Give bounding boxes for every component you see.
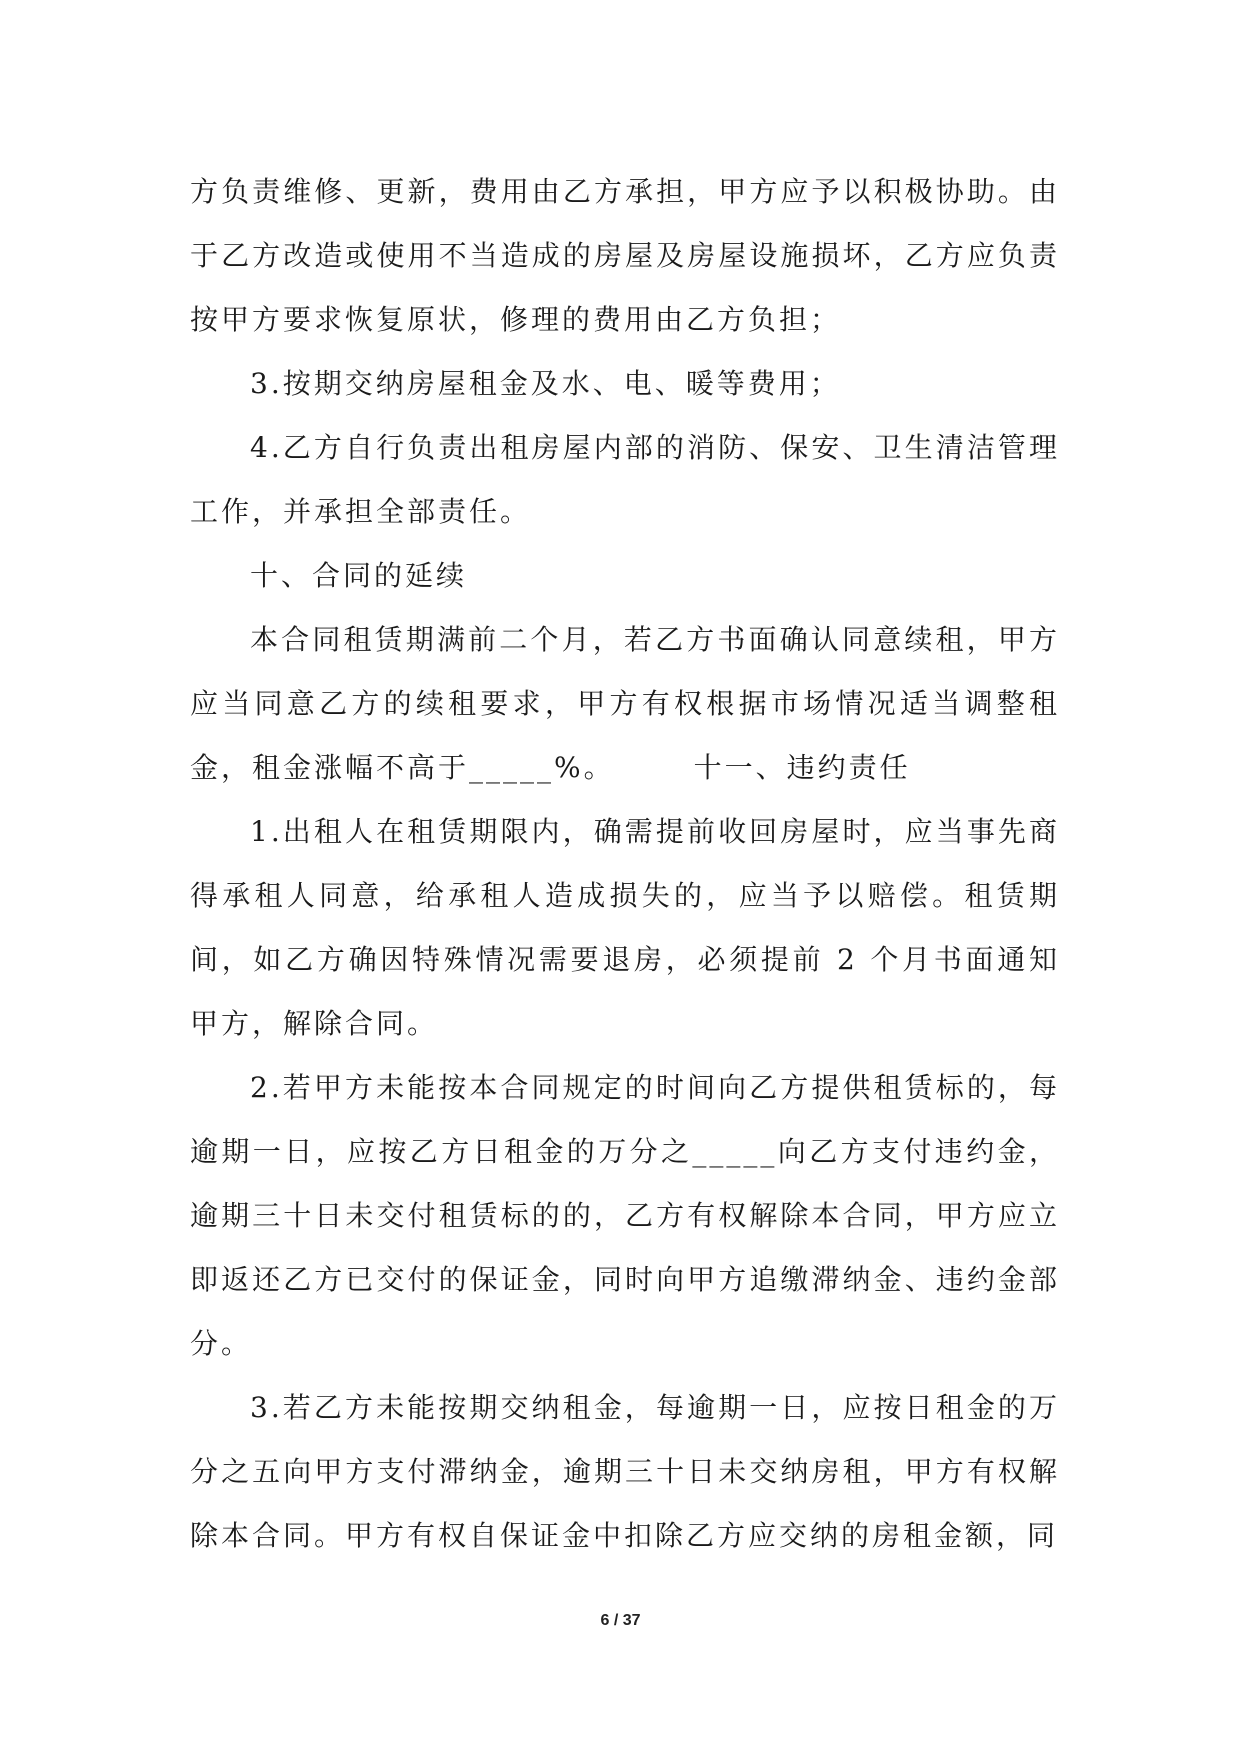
page-number: 6 / 37: [600, 1612, 641, 1629]
paragraph-breach-item-1: 1.出租人在租赁期限内，确需提前收回房屋时，应当事先商得承租人同意，给承租人造成损失的，应当予以赔偿。租赁期间，如乙方确因特殊情况需要退房，必须提前 2 个月书面通知甲方，解除合同。: [190, 815, 1060, 1040]
paragraph-repair-clause: 方负责维修、更新，费用由乙方承担，甲方应予以积极协助。由于乙方改造或使用不当造成的房屋及房屋设施损坏，乙方应负责按甲方要求恢复原状，修理的费用由乙方负担；: [190, 175, 1060, 336]
document-body: [190, 160, 1060, 1568]
paragraph-item-4-management: 4.乙方自行负责出租房屋内部的消防、保安、卫生清洁管理工作，并承担全部责任。: [190, 431, 1060, 528]
section-heading-contract-extension: 十、合同的延续: [250, 559, 468, 592]
paragraph-renewal-clause: 本合同租赁期满前二个月，若乙方书面确认同意续租，甲方应当同意乙方的续租要求，甲方有权根据市场情况适当调整租金，租金涨幅不高于_____%。 十一、违约责任: [190, 623, 1060, 784]
paragraph-breach-item-3: 3.若乙方未能按期交纳租金，每逾期一日，应按日租金的万分之五向甲方支付滞纳金，逾期三十日未交纳房租，甲方有权解除本合同。甲方有权自保证金中扣除乙方应交纳的房租金额，同: [190, 1391, 1060, 1552]
paragraph-breach-item-2: 2.若甲方未能按本合同规定的时间向乙方提供租赁标的，每逾期一日，应按乙方日租金的万分之_____向乙方支付违约金，逾期三十日未交付租赁标的的，乙方有权解除本合同，甲方应立即返还乙方已交付的保证金，同时向甲方追缴滞纳金、违约金部分。: [190, 1071, 1060, 1360]
paragraph-item-3-rent-payment: 3.按期交纳房屋租金及水、电、暖等费用；: [250, 367, 841, 400]
